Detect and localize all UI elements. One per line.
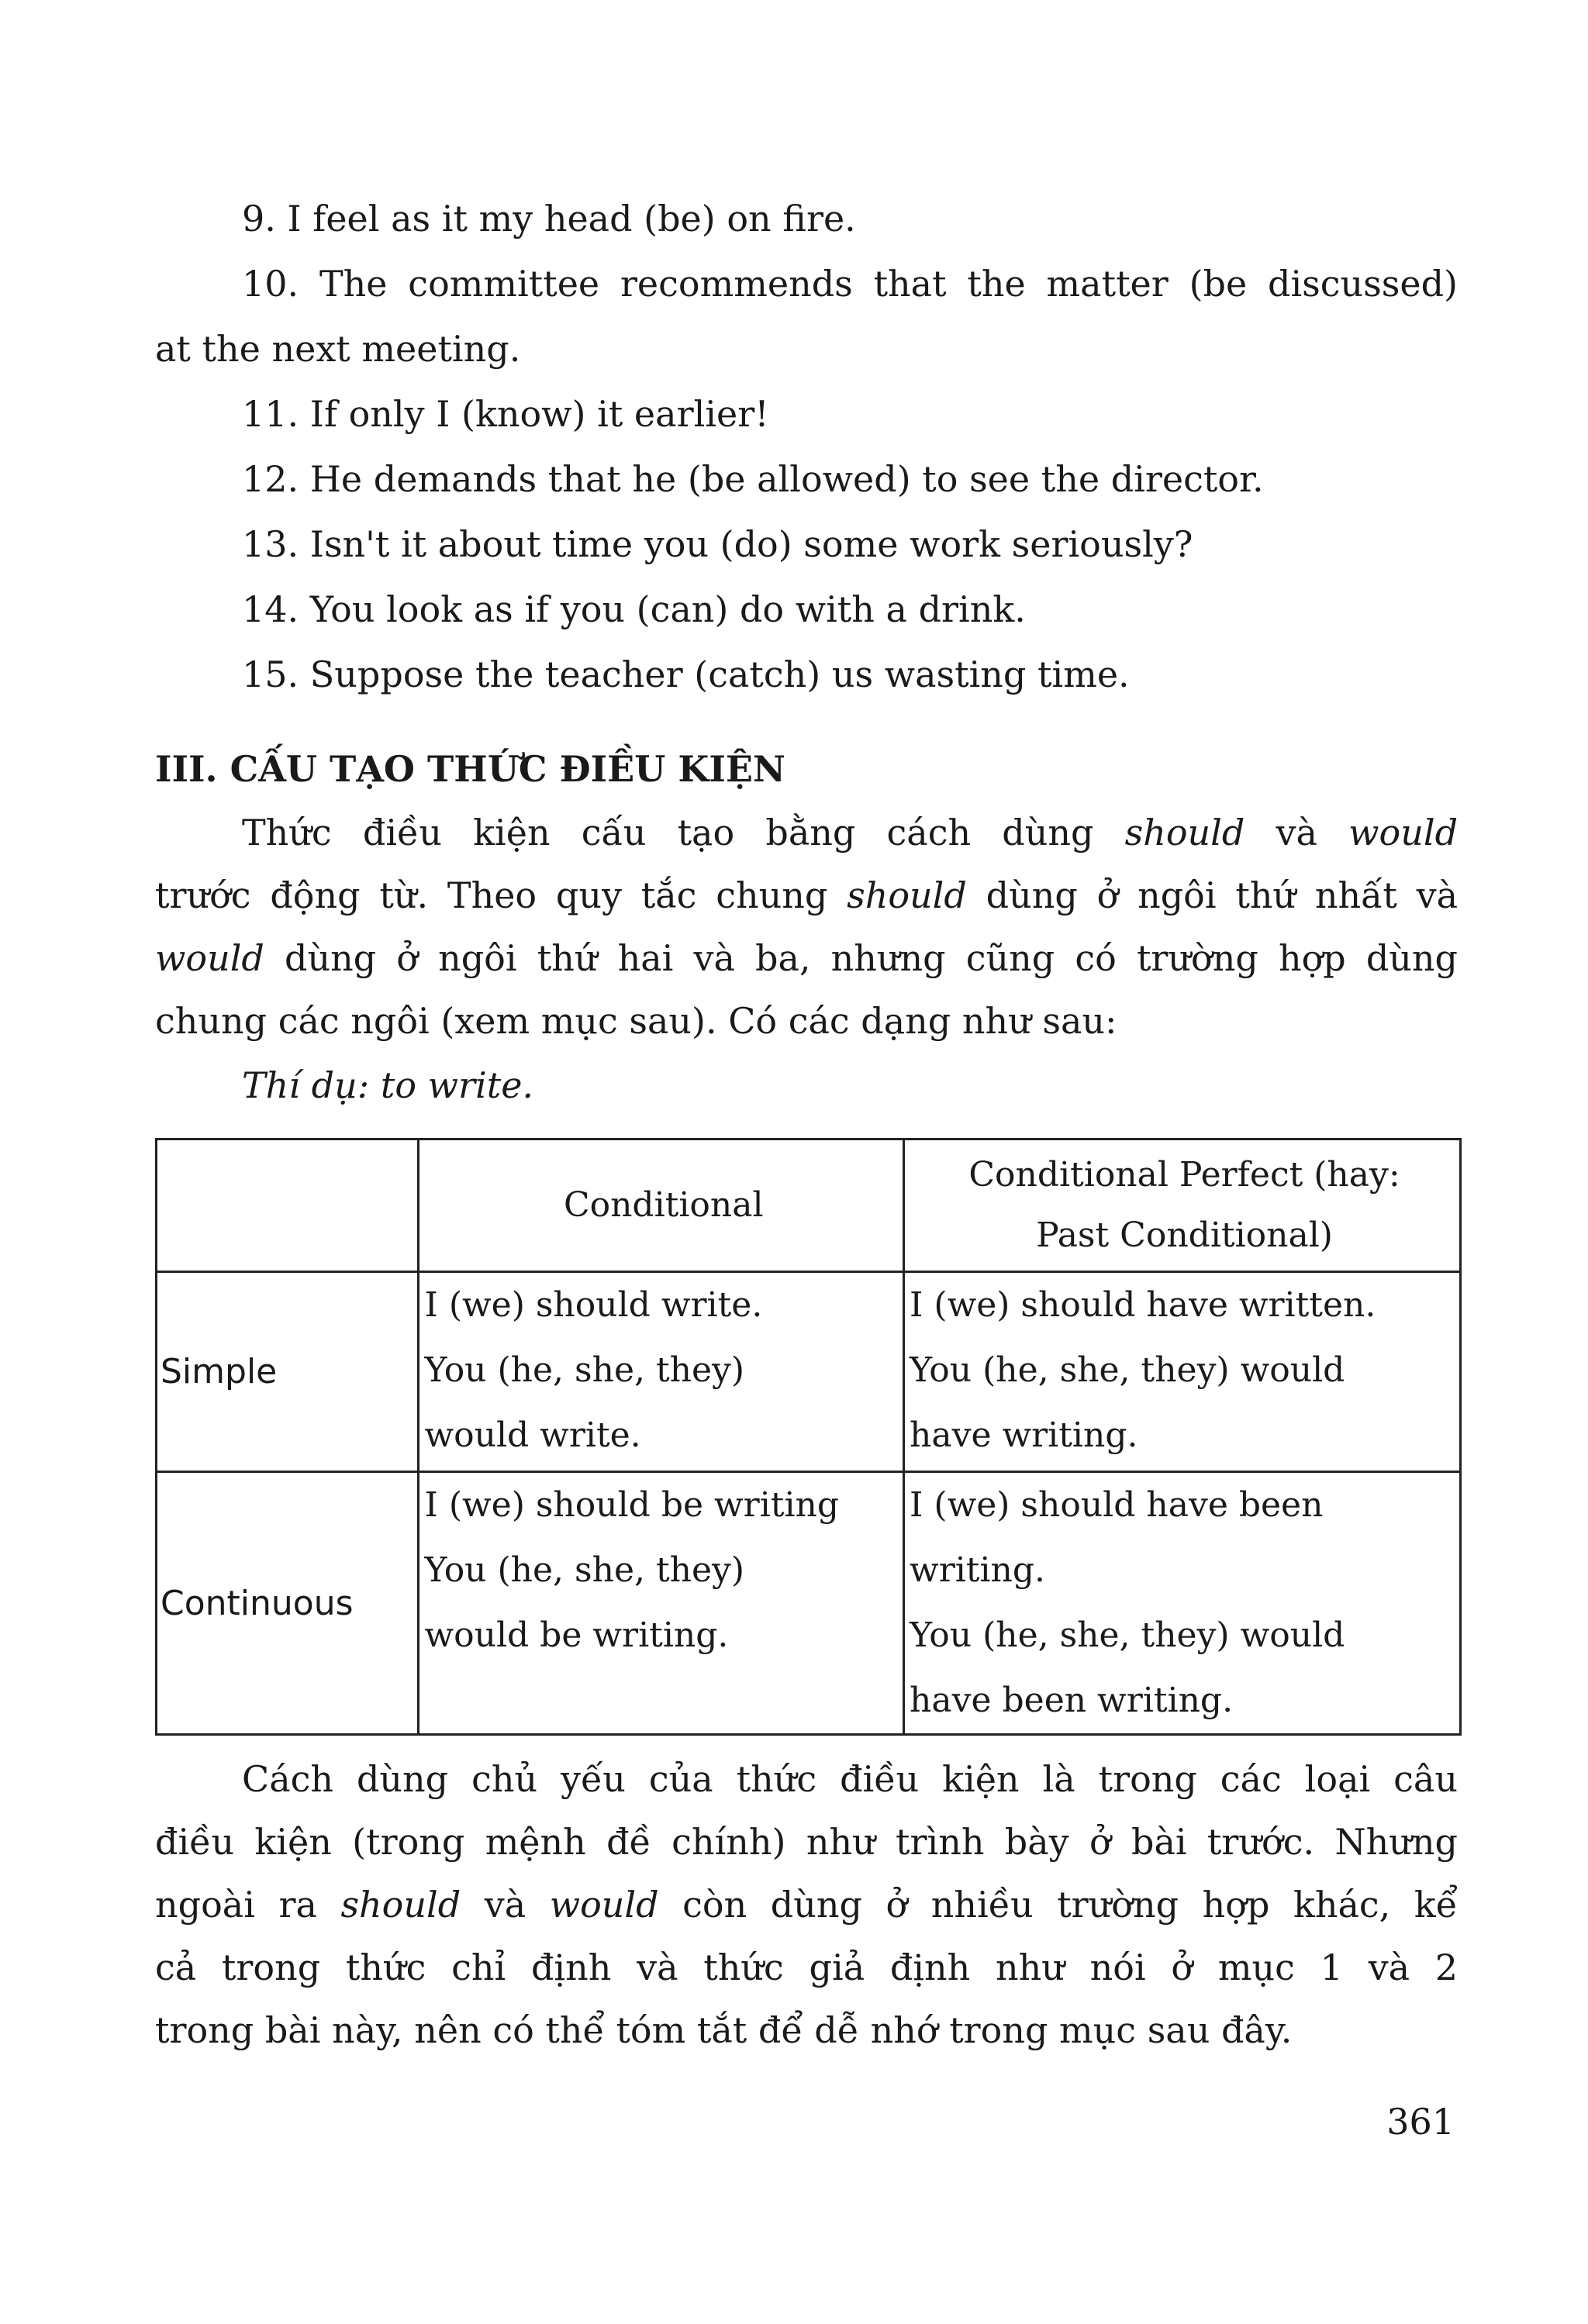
exercise-text: The committee recommends that the matter (be discussed) (319, 263, 1458, 305)
exercise-number: 13. (242, 523, 299, 565)
paragraph-line: trước động từ. Theo quy tắc chung should dùng ở ngôi thứ nhất và (155, 874, 1459, 916)
table-cell: I (we) should have written. You (he, she, they) would have writing. (904, 1272, 1461, 1472)
intro-paragraph (155, 802, 1458, 1053)
paragraph-line: trong bài này, nên có thể tóm tắt để dễ nhớ trong mục sau đây. (155, 2009, 1293, 2051)
exercise-item (155, 447, 1458, 512)
paragraph-line: would dùng ở ngôi thứ hai và ba, nhưng cũng có trường hợp dùng (155, 937, 1458, 979)
section-heading: III. CẤU TẠO THỨC ĐIỀU KIỆN (155, 748, 785, 790)
exercise-number: 14. (242, 588, 299, 630)
table-row (157, 1272, 1461, 1472)
exercise-text: I feel as it my head (be) on fire. (287, 198, 856, 240)
paragraph-line: cả trong thức chỉ định và thức giả định như nói ở mục 1 và 2 (155, 1946, 1458, 1988)
row-label-simple: Simple (157, 1272, 419, 1472)
exercise-number: 10. (242, 263, 299, 305)
table-cell: I (we) should have been writing. You (he, she, they) would have been writing. (904, 1472, 1461, 1735)
table-cell: I (we) should be writing You (he, she, they) would be writing. (419, 1472, 904, 1735)
paragraph-line: Cách dùng chủ yếu của thức điều kiện là trong các loại câu (242, 1758, 1458, 1800)
exercise-text: Suppose the teacher (catch) us wasting time. (309, 653, 1130, 695)
exercise-number: 9. (242, 198, 276, 240)
table-header-conditional-perfect: Conditional Perfect (hay: Past Conditional) (904, 1140, 1461, 1272)
conditional-table (155, 1138, 1462, 1736)
paragraph-line: Thức điều kiện cấu tạo bằng cách dùng should và would (242, 812, 1459, 853)
exercise-text: He demands that he (be allowed) to see the director. (309, 458, 1264, 500)
exercise-item (155, 642, 1458, 707)
table-header-row (157, 1140, 1461, 1272)
page-content (155, 186, 1458, 2062)
table-header-conditional: Conditional (419, 1140, 904, 1272)
exercise-list (155, 186, 1458, 707)
exercise-number: 12. (242, 458, 299, 500)
table-row (157, 1472, 1461, 1735)
exercise-item (155, 251, 1458, 316)
exercise-item (155, 186, 1458, 251)
exercise-text: If only I (know) it earlier! (309, 393, 769, 435)
paragraph-line: điều kiện (trong mệnh đề chính) như trình bày ở bài trước. Nhưng (155, 1821, 1458, 1863)
row-label-continuous: Continuous (157, 1472, 419, 1735)
paragraph-line: chung các ngôi (xem mục sau). Có các dạng như sau: (155, 1000, 1117, 1042)
exercise-item (155, 381, 1458, 447)
table-header-blank (157, 1140, 419, 1272)
example-line: Thí dụ: to write. (242, 1064, 534, 1106)
exercise-number: 11. (242, 393, 299, 435)
table-cell: I (we) should write. You (he, she, they) would write. (419, 1272, 904, 1472)
exercise-text: You look as if you (can) do with a drink. (309, 588, 1026, 630)
exercise-item (155, 512, 1458, 577)
exercise-text: Isn't it about time you (do) some work seriously? (309, 523, 1193, 565)
exercise-number: 15. (242, 653, 299, 695)
paragraph-line: ngoài ra should và would còn dùng ở nhiều trường hợp khác, kể (155, 1884, 1459, 1926)
exercise-item (155, 577, 1458, 642)
page-number: 361 (1386, 2101, 1455, 2143)
closing-paragraph (155, 1748, 1458, 2062)
exercise-continuation: at the next meeting. (155, 328, 521, 370)
